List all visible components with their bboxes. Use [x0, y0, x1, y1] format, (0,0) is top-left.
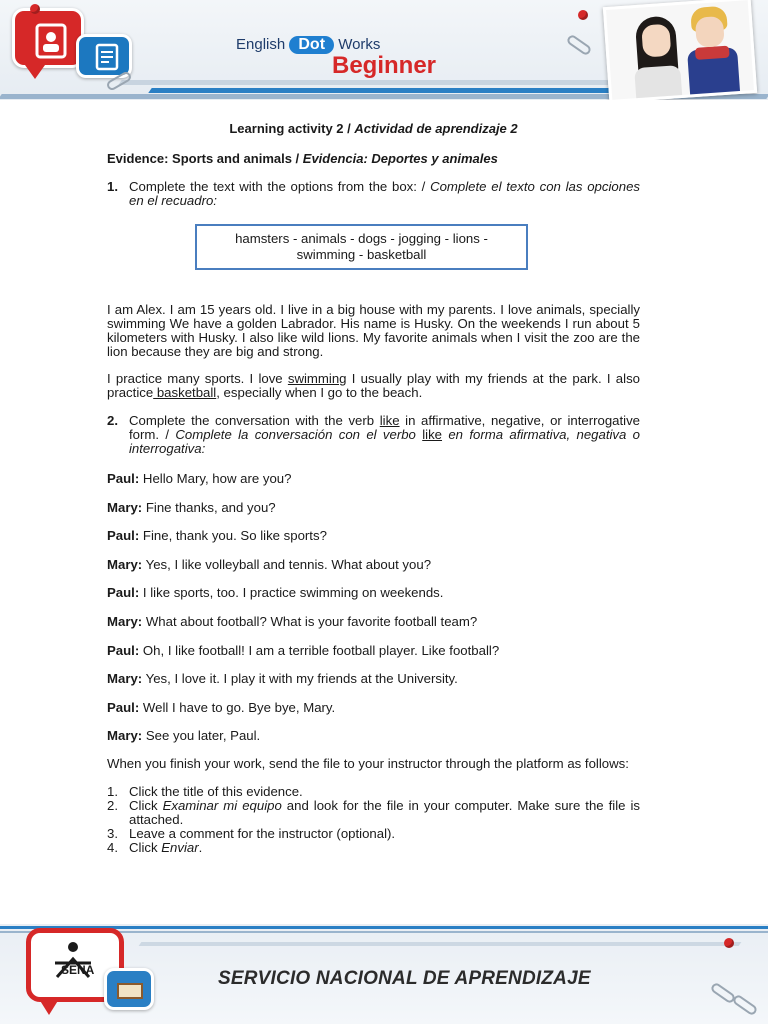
step-item: 3. Leave a comment for the instructor (optional). [107, 826, 396, 842]
user-bubble-icon [12, 8, 84, 68]
brand-level: Beginner [332, 52, 437, 79]
dialog-line: Mary: Fine thanks, and you? [107, 499, 276, 515]
brand-name: English Dot Works [236, 36, 381, 53]
paperclip-icon [565, 33, 592, 56]
conversation [107, 472, 640, 743]
question-text: Complete the text with the options from the box: / Complete el texto con las opciones en el recuadro: [129, 179, 640, 208]
step-item: 4. Click Enviar. [107, 840, 203, 856]
dialog-line: Paul: Oh, I like football! I am a terrible football player. Like football? [107, 642, 500, 658]
dialog-line: Paul: Fine, thank you. So like sports? [107, 528, 327, 544]
submission-steps [107, 785, 640, 855]
brand-logo [236, 30, 476, 86]
document-body [107, 122, 640, 855]
submission-instructions: When you finish your work, send the file to your instructor through the platform as follows: [107, 756, 629, 772]
question-number: 2. [107, 413, 118, 428]
header-banner [0, 0, 768, 100]
question-2 [107, 414, 640, 456]
dialog-line: Mary: What about football? What is your favorite football team? [107, 613, 478, 629]
dialog-line: Paul: Hello Mary, how are you? [107, 471, 292, 486]
word-box [195, 224, 528, 270]
paperclip-icon [731, 993, 758, 1016]
pin-icon [30, 4, 40, 14]
book-icon [117, 983, 143, 999]
dialog-line: Mary: See you later, Paul. [107, 728, 261, 744]
paragraph-alex: I am Alex. I am 15 years old. I live in a big house with my parents. I love animals, specially swimming We have a golden Labrador. His name is Husky. On the weekends I run about 5 kilometers with Husky. I also like wild lions. My favorite animals when I visit the zoo are the lion because they are big and strong. [107, 302, 640, 359]
books-bubble-icon [104, 968, 154, 1010]
question-1 [107, 180, 640, 208]
question-text: Complete the conversation with the verb like in affirmative, negative, or interrogative form. / Complete la conversación con el verbo like en forma afirmativa, negativa o interrogativa: [129, 413, 641, 456]
brand-dot-pill: Dot [289, 36, 334, 54]
question-number: 1. [107, 179, 118, 194]
dialog-line: Paul: I like sports, too. I practice swimming on weekends. [107, 585, 444, 601]
footer-stripe [139, 942, 742, 946]
word-box-line: swimming - basketball [296, 247, 427, 262]
step-item: 1. Click the title of this evidence. [107, 784, 303, 800]
footer-banner [0, 924, 768, 1024]
word-box-line: hamsters - animals - dogs - jogging - lions - [235, 231, 488, 246]
dialog-line: Mary: Yes, I like volleyball and tennis. What about you? [107, 556, 432, 572]
step-item: 2. Click Examinar mi equipo and look for the file in your computer. Make sure the file is attached. [107, 798, 640, 828]
pin-icon [578, 10, 588, 20]
page-title: Learning activity 2 / Actividad de aprendizaje 2 [229, 121, 518, 136]
paragraph-sports: I practice many sports. I love swimming I usually play with my friends at the park. I also practice basketball, especially when I go to the beach. [107, 371, 640, 400]
answer-blank: basketball [153, 385, 217, 400]
footer-institution-name: SERVICIO NACIONAL DE APRENDIZAJE [218, 968, 591, 989]
dialog-line: Paul: Well I have to go. Bye bye, Mary. [107, 699, 336, 715]
pin-icon [724, 938, 734, 948]
answer-blank: swimming [287, 371, 347, 386]
dialog-line: Mary: Yes, I love it. I play it with my friends at the University. [107, 671, 458, 687]
students-illustration [603, 0, 757, 100]
evidence-heading: Evidence: Sports and animals / Evidencia: Deportes y animales [107, 151, 498, 166]
sena-logo-text: SENA [61, 963, 95, 977]
header-stripe [148, 88, 632, 93]
